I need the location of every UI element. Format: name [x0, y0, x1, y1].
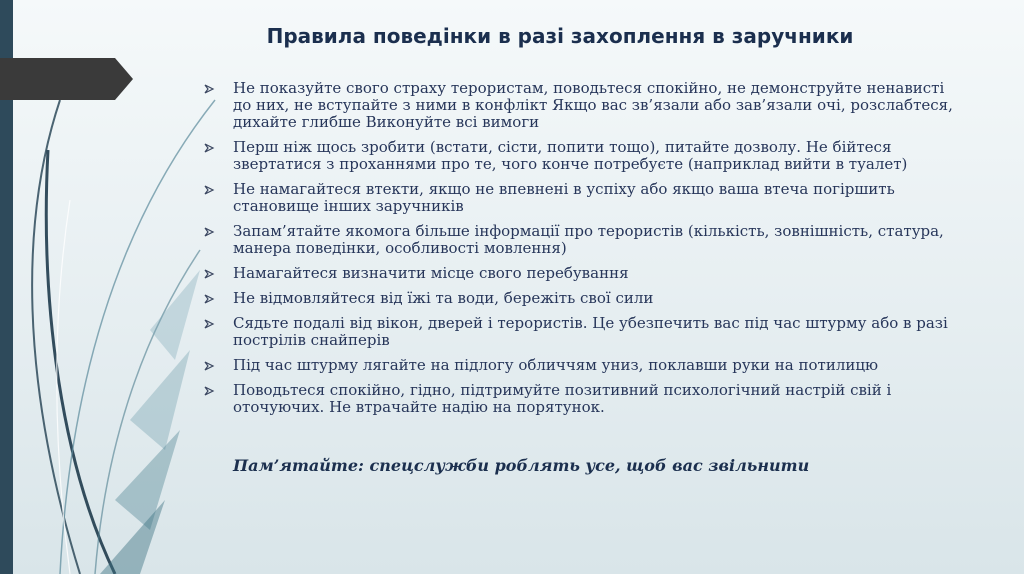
rules-list — [204, 80, 964, 424]
title-tab-marker — [0, 58, 133, 100]
list-item — [204, 139, 964, 173]
chevron-arrow-icon — [204, 139, 218, 153]
list-item-text: Не намагайтеся втекти, якщо не впевнені в успіху або якщо ваша втеча погіршить становище інших заручників — [233, 180, 895, 215]
list-item — [204, 80, 964, 131]
list-item-text: Намагайтеся визначити місце свого перебування — [233, 264, 629, 282]
chevron-arrow-icon — [204, 181, 218, 195]
chevron-arrow-icon — [204, 223, 218, 237]
list-item — [204, 265, 964, 282]
list-item — [204, 315, 964, 349]
slide-title: Правила поведінки в разі захоплення в заручники — [266, 24, 854, 48]
list-item-text: Сядьте подалі від вікон, дверей і терористів. Це убезпечить вас під час штурму або в разі пострілів снайперів — [233, 314, 948, 349]
list-item — [204, 181, 964, 215]
list-item-text: Поводьтеся спокійно, гідно, підтримуйте позитивний психологічний настрій свій і оточуючих. Не втрачайте надію на порятунок. — [233, 381, 892, 416]
list-item-text: Не відмовляйтеся від їжі та води, бережіть свої сили — [233, 289, 654, 307]
chevron-arrow-icon — [204, 80, 218, 94]
list-item-text: Запам’ятайте якомога більше інформації про терористів (кількість, зовнішність, статура, манера поведінки, особливості мовлення) — [233, 222, 944, 257]
list-item-text: Під час штурму лягайте на підлогу обличчям униз, поклавши руки на потилицю — [233, 356, 879, 374]
chevron-arrow-icon — [204, 315, 218, 329]
closing-note: Пам’ятайте: спецслужби роблять усе, щоб вас звільнити — [233, 456, 810, 475]
list-item — [204, 290, 964, 307]
list-item-text: Не показуйте свого страху терористам, поводьтеся спокійно, не демонструйте ненависті до них, не вступайте з ними в конфлікт Якщо вас зв’язали або зав’язали очі, розслабтеся, дихайте глибше Виконуйте всі вимоги — [233, 79, 953, 131]
list-item-text: Перш ніж щось зробити (встати, сісти, попити тощо), питайте дозволу. Не бійтеся звертатися з проханнями про те, чого конче потребуєте (наприклад вийти в туалет) — [233, 138, 908, 173]
list-item — [204, 223, 964, 257]
chevron-arrow-icon — [204, 357, 218, 371]
chevron-arrow-icon — [204, 382, 218, 396]
chevron-arrow-icon — [204, 290, 218, 304]
list-item — [204, 357, 964, 374]
chevron-arrow-icon — [204, 265, 218, 279]
list-item — [204, 382, 964, 416]
